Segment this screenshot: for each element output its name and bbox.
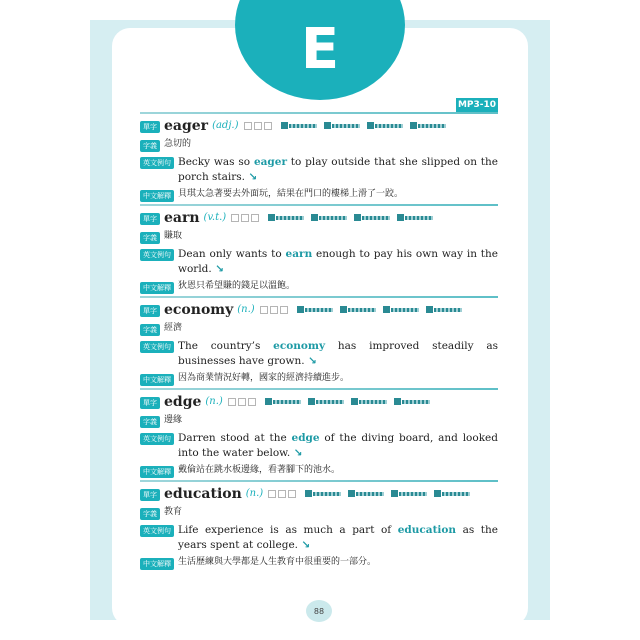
audio-waveform [276,216,304,220]
translation-text: 貝琪太急著要去外面玩，結果在門口的樓梯上滑了一跤。 [178,188,404,199]
review-checkbox[interactable] [270,306,278,314]
audio-waveform [418,124,446,128]
audio-waveform [319,216,347,220]
translation-text: 戴倫站在跳水板邊緣，看著腳下的池水。 [178,464,341,475]
audio-waveform [359,400,387,404]
review-checkbox[interactable] [254,122,262,130]
translation-row [140,280,498,294]
speaker-icon [351,398,358,405]
speaker-icon [367,122,374,129]
example-sentence: The country’s economy has improved steadily as businesses have grown. ↘ [178,339,498,367]
example-sentence: Life experience is as much a part of education as the years spent at college. ↘ [178,523,498,551]
meaning-row [140,506,498,520]
audio-track[interactable] [311,214,347,221]
meaning-label: 字義 [140,508,160,520]
translation-row [140,464,498,478]
meaning-label: 字義 [140,140,160,152]
meaning-row [140,414,498,428]
speaker-icon [268,214,275,221]
entry-headword-row [140,394,498,410]
audio-waveform [313,492,341,496]
headword: education [164,485,242,502]
speaker-icon [297,306,304,313]
example-keyword: edge [291,431,320,444]
meaning-text: 急切的 [164,138,192,149]
example-label: 英文例句 [140,341,174,353]
speaker-icon [434,490,441,497]
example-keyword: eager [253,155,287,168]
word-label: 單字 [140,489,160,501]
audio-waveform [362,216,390,220]
audio-waveform [434,308,462,312]
audio-track[interactable] [348,490,384,497]
audio-waveform [405,216,433,220]
audio-track[interactable] [297,306,333,313]
headword: earn [164,209,200,226]
audio-waveform [391,308,419,312]
review-checkbox[interactable] [260,306,268,314]
example-sentence: Darren stood at the edge of the diving board, and looked into the water below. ↘ [178,431,498,459]
audio-waveform [273,400,301,404]
example-row [140,339,498,369]
part-of-speech: (v.t.) [203,212,227,223]
arrow-icon: ↘ [307,354,317,367]
audio-waveform [356,492,384,496]
audio-track[interactable] [391,490,427,497]
word-label: 單字 [140,397,160,409]
vocab-entry [140,388,498,481]
meaning-row [140,322,498,336]
vocab-entry [140,204,498,297]
translation-row [140,372,498,386]
translation-label: 中文解釋 [140,190,174,202]
audio-track[interactable] [383,306,419,313]
audio-track[interactable] [426,306,462,313]
audio-track[interactable] [340,306,376,313]
entry-divider [140,388,498,390]
speaker-icon [305,490,312,497]
translation-text: 因為商業情況好轉，國家的經濟持續進步。 [178,372,350,383]
audio-waveform [399,492,427,496]
speaker-icon [410,122,417,129]
example-row [140,247,498,277]
meaning-label: 字義 [140,324,160,336]
example-keyword: education [397,523,457,536]
arrow-icon: ↘ [293,446,303,459]
meaning-text: 賺取 [164,230,183,241]
translation-text: 狄恩只希望賺的錢足以溫飽。 [178,280,296,291]
arrow-icon: ↘ [301,538,311,551]
speaker-icon [391,490,398,497]
review-checkbox[interactable] [280,306,288,314]
audio-track[interactable] [305,490,341,497]
meaning-text: 教育 [164,506,183,517]
audio-waveform [348,308,376,312]
audio-track[interactable] [351,398,387,405]
review-checkbox[interactable] [288,490,296,498]
audio-track[interactable] [397,214,433,221]
audio-track[interactable] [324,122,360,129]
translation-row [140,188,498,202]
audio-track[interactable] [354,214,390,221]
meaning-text: 經濟 [164,322,183,333]
meaning-row [140,138,498,152]
audio-track[interactable] [394,398,430,405]
entry-divider [140,296,498,298]
audio-waveform [375,124,403,128]
audio-track[interactable] [265,398,301,405]
translation-label: 中文解釋 [140,282,174,294]
review-checkbox[interactable] [241,214,249,222]
word-label: 單字 [140,213,160,225]
headword: economy [164,301,234,318]
audio-waveform [442,492,470,496]
entry-divider [140,204,498,206]
part-of-speech: (n.) [237,304,255,315]
arrow-icon: ↘ [215,262,224,275]
mp3-track-label[interactable]: MP3-10 [457,100,497,110]
meaning-row [140,230,498,244]
speaker-icon [426,306,433,313]
entry-headword-row [140,118,498,134]
page-number: 88 [306,600,332,622]
speaker-icon [394,398,401,405]
translation-label: 中文解釋 [140,558,174,570]
headword: edge [164,393,202,410]
vocab-entry [140,112,498,205]
review-checkbox[interactable] [251,214,259,222]
vocab-entry [140,296,498,389]
meaning-text: 邊緣 [164,414,183,425]
translation-label: 中文解釋 [140,374,174,386]
audio-track[interactable] [308,398,344,405]
translation-text: 生活歷練與大學都是人生教育中很重要的一部分。 [178,556,377,567]
vocab-entry [140,480,498,573]
audio-track[interactable] [410,122,446,129]
example-row [140,155,498,185]
headword: eager [164,117,209,134]
speaker-icon [340,306,347,313]
speaker-icon [324,122,331,129]
example-sentence: Becky was so eager to play outside that she slipped on the porch stairs. ↘ [178,155,498,183]
speaker-icon [397,214,404,221]
entry-headword-row [140,210,498,226]
speaker-icon [281,122,288,129]
speaker-icon [348,490,355,497]
example-label: 英文例句 [140,525,174,537]
part-of-speech: (adj.) [212,120,239,131]
speaker-icon [383,306,390,313]
section-letter: E [300,17,340,82]
review-checkbox[interactable] [278,490,286,498]
speaker-icon [265,398,272,405]
example-label: 英文例句 [140,157,174,169]
review-checkbox[interactable] [231,214,239,222]
speaker-icon [311,214,318,221]
example-keyword: earn [285,247,313,260]
word-label: 單字 [140,121,160,133]
entry-divider [140,480,498,482]
audio-track[interactable] [367,122,403,129]
meaning-label: 字義 [140,232,160,244]
speaker-icon [354,214,361,221]
example-label: 英文例句 [140,249,174,261]
audio-track[interactable] [434,490,470,497]
part-of-speech: (n.) [205,396,223,407]
entry-divider [140,112,498,114]
translation-label: 中文解釋 [140,466,174,478]
audio-track[interactable] [281,122,317,129]
audio-track[interactable] [268,214,304,221]
entry-headword-row [140,486,498,502]
audio-waveform [332,124,360,128]
entry-headword-row [140,302,498,318]
meaning-label: 字義 [140,416,160,428]
review-checkbox[interactable] [238,398,246,406]
example-sentence: Dean only wants to earn enough to pay his own way in the world. ↘ [178,247,498,275]
example-keyword: economy [273,339,326,352]
part-of-speech: (n.) [245,488,264,499]
review-checkbox[interactable] [248,398,256,406]
example-row [140,523,498,553]
arrow-icon: ↘ [248,170,258,183]
word-label: 單字 [140,305,160,317]
example-row [140,431,498,461]
review-checkbox[interactable] [228,398,236,406]
audio-waveform [316,400,344,404]
audio-waveform [305,308,333,312]
review-checkbox[interactable] [244,122,252,130]
example-label: 英文例句 [140,433,174,445]
review-checkbox[interactable] [268,490,276,498]
review-checkbox[interactable] [264,122,272,130]
speaker-icon [308,398,315,405]
audio-waveform [402,400,430,404]
audio-waveform [289,124,317,128]
translation-row [140,556,498,570]
